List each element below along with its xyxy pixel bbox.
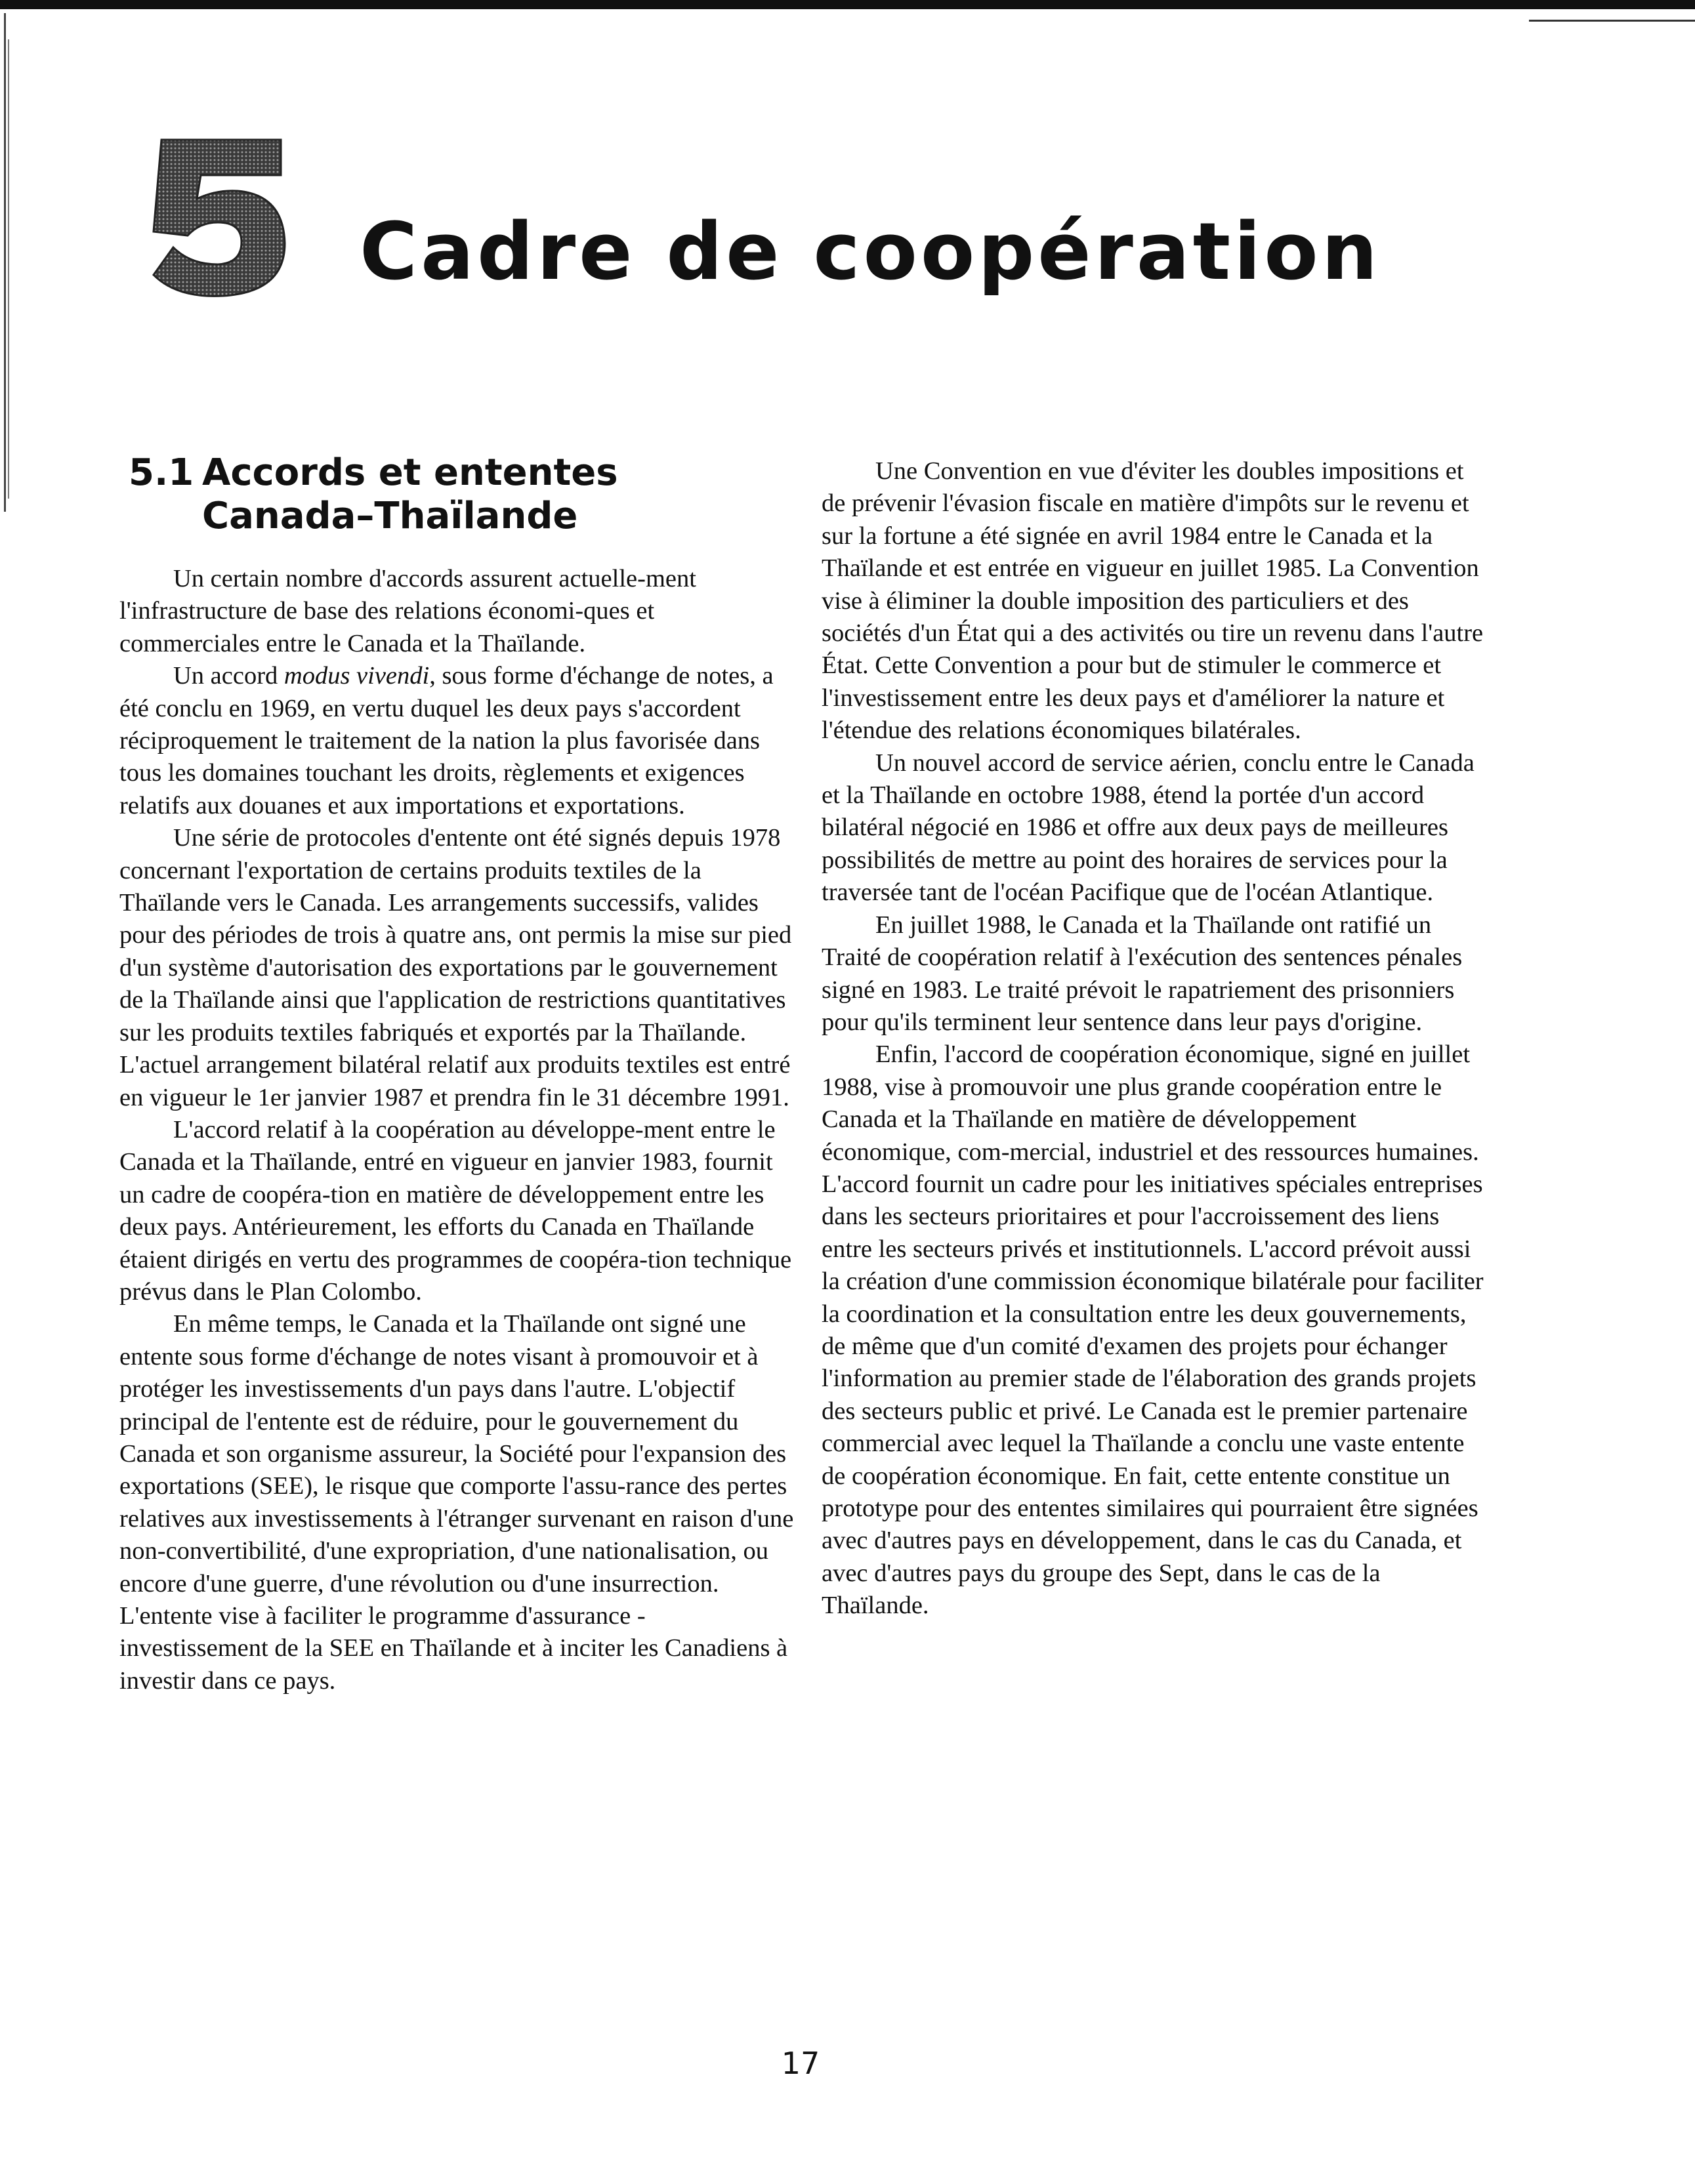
paragraph: En même temps, le Canada et la Thaïlande ont signé une entente sous forme d'échange de notes visant à promouvoir et à protéger les investissements d'un pays dans l'autre. L'objectif principal de l'entente est de réduire, pour le gouvernement du Canada et son organisme assureur, la Société pour l'expansion des exportations (SEE), le risque que comporte l'assu-rance des pertes relatives aux investissements à l'étranger survenant en raison d'une non-convertibilité, d'une expropriation, d'une nationalisation, ou encore d'une guerre, d'une révolution ou d'une insurrection. L'entente vise à faciliter le programme d'assurance - investissement de la SEE en Thaïlande et à inciter les Canadiens à investir dans ce pays. [119,1310,794,1695]
left-scan-edge-2 [8,39,9,499]
chapter-number-graphic [150,134,287,299]
top-border-rule [0,0,1695,9]
italic-term: modus vivendi [283,662,430,690]
left-scan-edge [4,13,6,512]
paragraph [119,660,795,822]
section-heading [129,451,618,538]
top-right-rule [1529,20,1695,22]
paragraph: L'accord relatif à la coopération au développe-ment entre le Canada et la Thaïlande, entré en vigueur en janvier 1983, fournit un cadre de coopéra-tion en matière de développement entre les deux pays. Antérieurement, les efforts du Canada en Thaïlande étaient dirigés en vertu des programmes de coopéra-tion technique prévus dans le Plan Colombo. [119,1115,792,1306]
paragraph: Un nouvel accord de service aérien, conclu entre le Canada et la Thaïlande en octobre 1988, étend la portée d'un accord bilatéral négocié en 1986 et offre aux deux pays de meilleures possibilités de mettre au point des horaires de services pour la traversée tant de l'océan Pacifique que de l'océan Atlantique. [822,749,1475,907]
section-title-line-1: Accords et ententes [202,451,618,494]
left-column [119,563,795,1697]
paragraph: Enfin, l'accord de coopération économique, signé en juillet 1988, vise à promouvoir une plus grande coopération entre le Canada et la Thaïlande en matière de développement économique, com-mercial, industriel et des ressources humaines. L'accord fournit un cadre pour les initiatives spéciales entreprises dans les secteurs prioritaires et pour l'accroissement des liens entre les secteurs privés et institutionnels. L'accord prévoit aussi la création d'une commission économique bilatérale pour faciliter la coordination et la consultation entre les deux gouvernements, de même que d'un comité d'examen des projets pour échanger l'information au premier stade de l'élaboration des grands projets des secteurs public et privé. Le Canada est le premier partenaire commercial avec lequel la Thaïlande a conclu une vaste entente de coopération économique. En fait, cette entente constitue un prototype pour des ententes similaires qui pourraient être signées avec d'autres pays en développement, dans le cas du Canada, et avec d'autres pays du groupe des Sept, dans le cas de la Thaïlande. [822,1040,1484,1620]
chapter-title: Cadre de coopération [360,207,1381,298]
paragraph: Une Convention en vue d'éviter les doubles impositions et de prévenir l'évasion fiscale en matière d'impôts sur le revenu et sur la fortune a été signée en avril 1984 entre le Canada et la Thaïlande et est entrée en vigueur en juillet 1985. La Convention vise à éliminer la double imposition des particuliers et des sociétés d'un État qui a des activités ou tire un revenu dans l'autre État. Cette Convention a pour but de stimuler le commerce et l'investissement entre les deux pays et d'améliorer la nature et l'étendue des relations économiques bilatérales. [822,457,1484,745]
section-number: 5.1 [129,451,194,494]
section-title-line-2: Canada–Thaïlande [202,495,578,537]
paragraph: Un certain nombre d'accords assurent actuelle-ment l'infrastructure de base des relations économi-ques et commerciales entre le Canada et la Thaïlande. [119,565,696,657]
paragraph-text: , sous forme d'échange de notes, a été conclu en 1969, en vertu duquel les deux pays s'accordent réciproquement le traitement de la nation la plus favorisée dans tous les domaines touchant les droits, règlements et exigences relatifs aux douanes et aux importations et exportations. [119,662,774,819]
paragraph: En juillet 1988, le Canada et la Thaïlande ont ratifié un Traité de coopération relatif à l'exécution des sentences pénales signé en 1983. Le traité prévoit le rapatriement des prisonniers pour qu'ils terminent leur sentence dans leur pays d'origine. [822,911,1463,1036]
right-column [822,455,1491,1622]
page-number: 17 [781,2046,820,2081]
paragraph-text: Un accord [173,662,284,690]
paragraph: Une série de protocoles d'entente ont été signés depuis 1978 concernant l'exportation de certains produits textiles de la Thaïlande vers le Canada. Les arrangements successifs, valides pour des périodes de trois à quatre ans, ont permis la mise sur pied d'un système d'autorisation des exportations par le gouvernement de la Thaïlande ainsi que l'application de restrictions quantitatives sur les produits textiles fabriqués et exportés par la Thaïlande. L'actuel arrangement bilatéral relatif aux produits textiles est entré en vigueur le 1er janvier 1987 et prendra fin le 31 décembre 1991. [119,824,792,1111]
